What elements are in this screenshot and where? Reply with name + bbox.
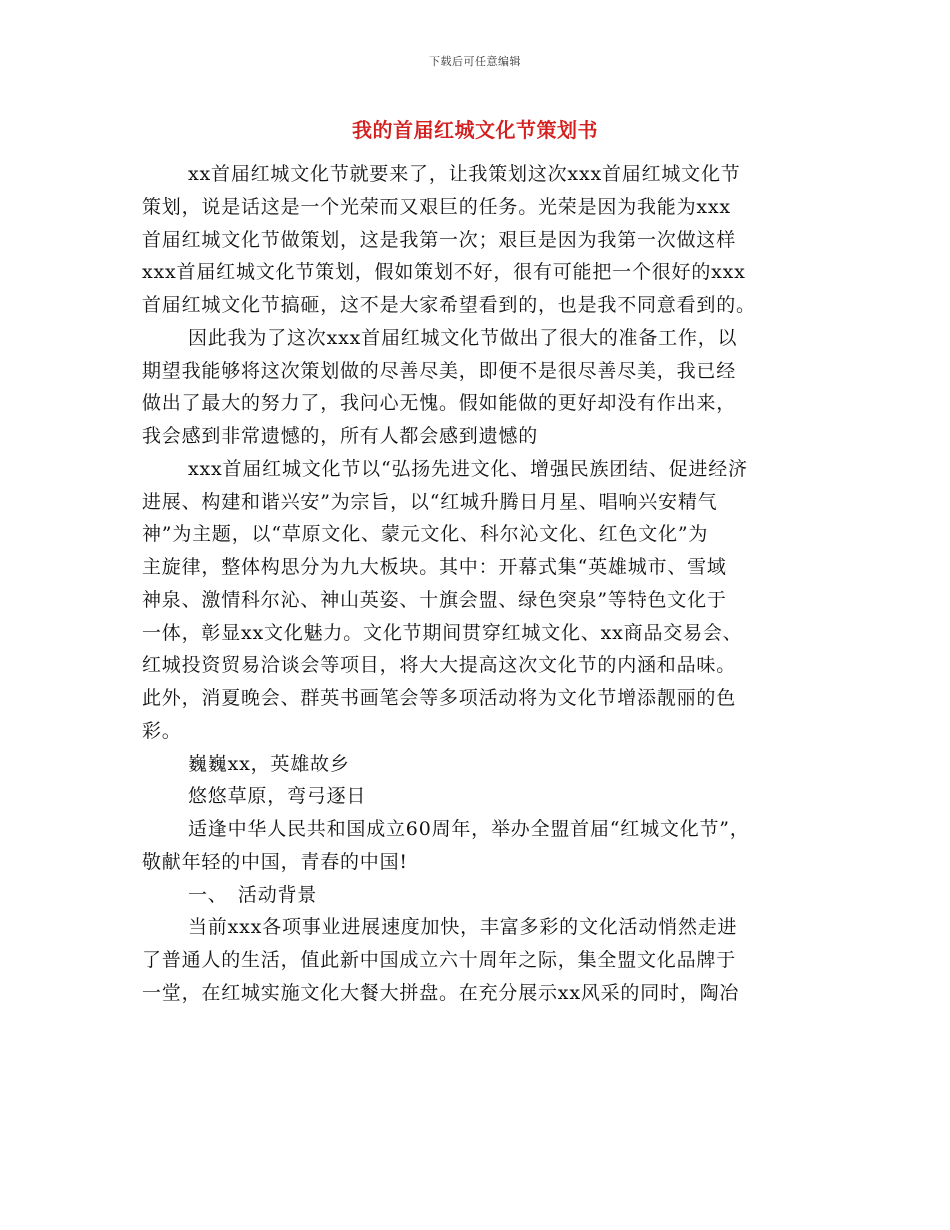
body-line: 神泉、激情科尔沁、神山英姿、十旗会盟、绿色突泉”等特色文化于 — [142, 588, 727, 611]
body-line: 我会感到非常遗憾的，所有人都会感到遗憾的 — [142, 425, 539, 447]
header-note: 下载后可任意编辑 — [429, 55, 521, 68]
body-line: 策划，说是话这是一个光荣而又艰巨的任务。光荣是因为我能为xxx — [142, 195, 731, 218]
body-line: 一体，彰显xx文化魅力。文化节期间贯穿红城文化、xx商品交易会、 — [142, 621, 743, 644]
body-line: 神”为主题，以“草原文化、蒙元文化、科尔沁文化、红色文化”为 — [142, 523, 709, 546]
body-line: 首届红城文化节做策划，这是我第一次；艰巨是因为我第一次做这样 — [142, 228, 737, 251]
body-line: 主旋律，整体构思分为九大板块。其中：开幕式集“英雄城市、雪域 — [142, 556, 727, 578]
body-line: 因此我为了这次xxx首届红城文化节做出了很大的准备工作，以 — [188, 326, 738, 349]
body-line: 敬献年轻的中国，青春的中国! — [142, 850, 408, 873]
body-line: 彩。 — [142, 719, 182, 742]
body-line: 适逢中华人民共和国成立60周年，举办全盟首届“红城文化节”， — [188, 818, 750, 840]
body-line: 巍巍xx，英雄故乡 — [188, 752, 350, 775]
body-line: 进展、构建和谐兴安”为宗旨，以“红城升腾日月星、唱响兴安精气 — [142, 490, 718, 513]
body-line: xx首届红城文化节就要来了，让我策划这次xxx首届红城文化节 — [188, 163, 741, 185]
body-line: 首届红城文化节搞砸，这不是大家希望看到的，也是我不同意看到的。 — [142, 294, 756, 316]
body-line: 了普通人的生活，值此新中国成立六十周年之际，集全盟文化品牌于 — [142, 949, 737, 971]
body-line: 期望我能够将这次策划做的尽善尽美，即便不是很尽善尽美，我已经 — [142, 359, 737, 382]
body-line: xxx首届红城文化节策划，假如策划不好，很有可能把一个很好的xxx — [142, 261, 746, 284]
document-body — [142, 158, 812, 1010]
body-line: 做出了最大的努力了，我问心无愧。假如能做的更好却没有作出来， — [142, 392, 737, 415]
body-line: 一堂，在红城实施文化大餐大拼盘。在充分展示xx风采的同时，陶冶 — [142, 981, 740, 1004]
document-title: 我的首届红城文化节策划书 — [352, 118, 598, 142]
body-line: 红城投资贸易洽谈会等项目，将大大提高这次文化节的内涵和品味。 — [142, 654, 737, 677]
body-line: xxx首届红城文化节以“弘扬先进文化、增强民族团结、促进经济 — [188, 457, 748, 480]
body-line: 此外，消夏晚会、群英书画笔会等多项活动将为文化节增添靓丽的色 — [142, 687, 737, 709]
section-heading: 一、 活动背景 — [188, 883, 318, 906]
body-line: 当前xxx各项事业进展速度加快，丰富多彩的文化活动悄然走进 — [188, 916, 738, 939]
body-line: 悠悠草原，弯弓逐日 — [188, 785, 367, 808]
